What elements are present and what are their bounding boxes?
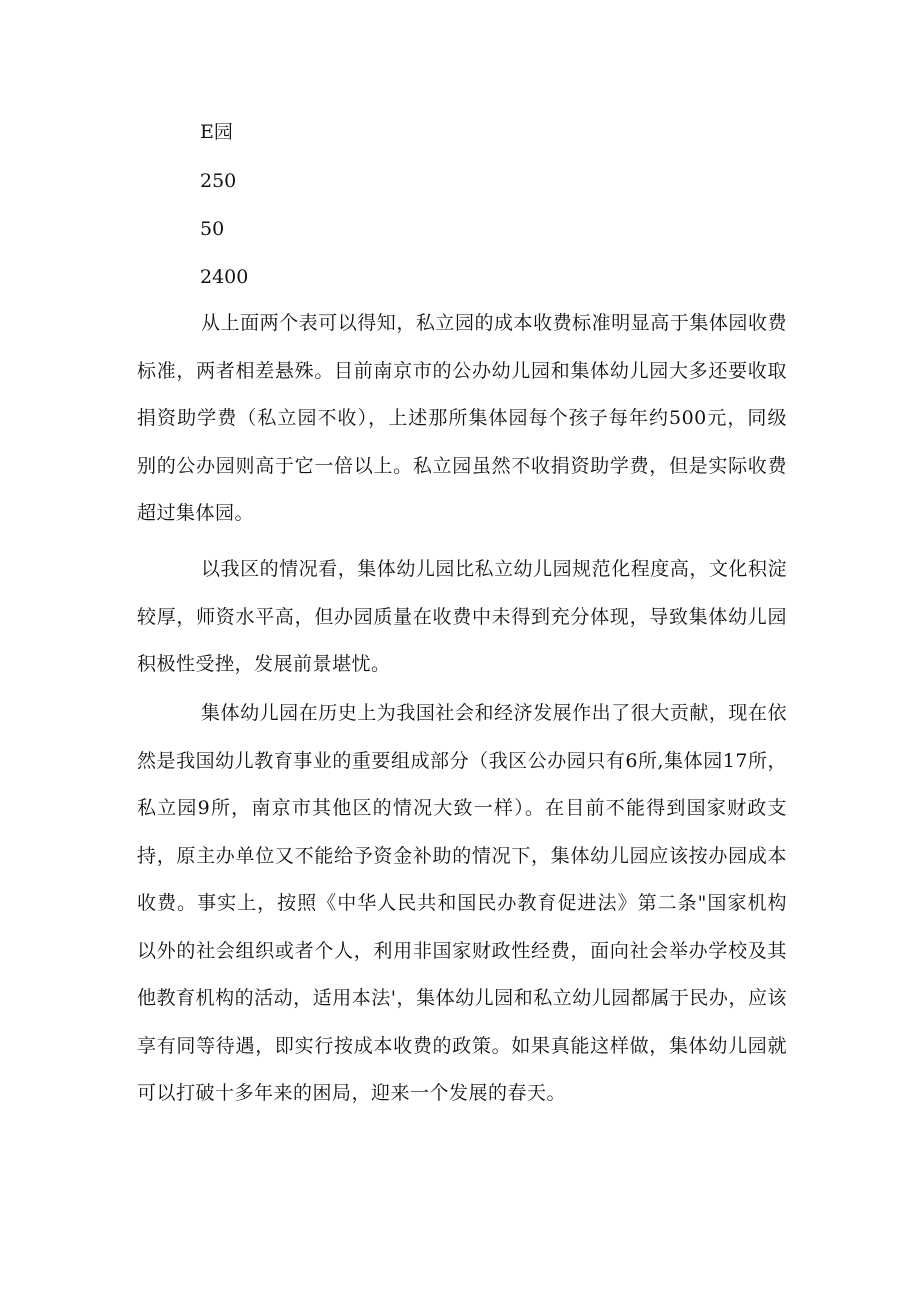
table-cell-kindergarten-name: E园 — [200, 121, 233, 143]
table-cell-value-1: 250 — [200, 170, 237, 192]
table-cell-value-3: 2400 — [200, 266, 249, 288]
paragraph-district-situation: 以我区的情况看，集体幼儿园比私立幼儿园规范化程度高，文化积淀较厚，师资水平高，但办园质量在收费中未得到充分体现，导致集体幼儿园积极性受挫，发展前景堪忧。 — [137, 558, 787, 675]
table-cell-value-2: 50 — [200, 218, 225, 240]
paragraph-collective-kindergarten: 集体幼儿园在历史上为我国社会和经济发展作出了很大贡献，现在依然是我国幼儿教育事业的重要组成部分（我区公办园只有6所,集体园17所，私立园9所，南京市其他区的情况大致一样）。在目前不能得到国家财政支持，原主办单位又不能给予资金补助的情况下，集体幼儿园应该按办园成本收费。事实上，按照《中华人民共和国民办教育促进法》第二条"国家机构以外的社会组织或者个人，利用非国家财政性经费，面向社会举办学校及其他教育机构的活动，适用本法'，集体幼儿园和私立幼儿园都属于民办，应该享有同等待遇，即实行按成本收费的政策。如果真能这样做，集体幼儿园就可以打破十多年来的困局，迎来一个发展的春天。 — [137, 702, 787, 1104]
paragraph-fee-comparison: 从上面两个表可以得知，私立园的成本收费标准明显高于集体园收费标准，两者相差悬殊。目前南京市的公办幼儿园和集体幼儿园大多还要收取捐资助学费（私立园不收），上述那所集体园每个孩子每年约500元，同级别的公办园则高于它一倍以上。私立园虽然不收捐资助学费，但是实际收费超过集体园。 — [137, 312, 787, 524]
